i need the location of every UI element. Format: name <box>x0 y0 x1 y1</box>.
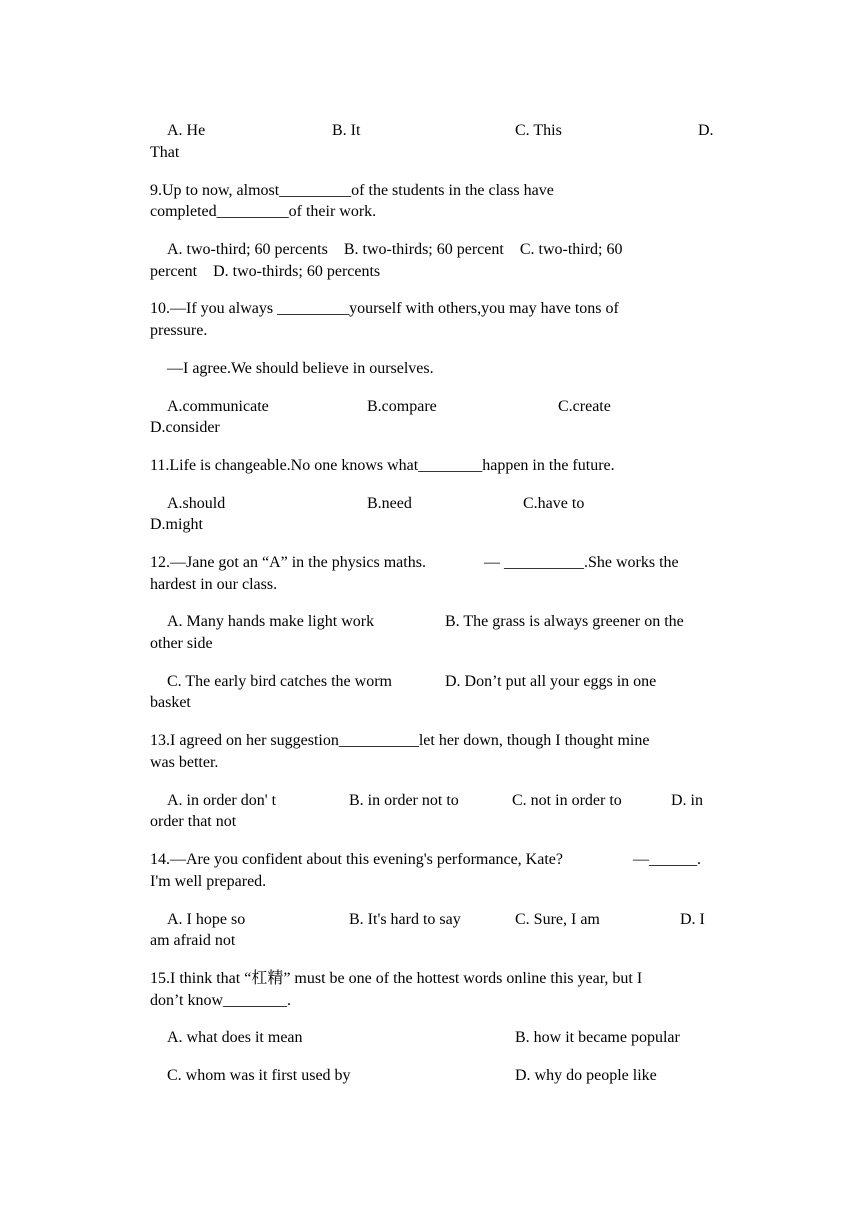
q12-stem-line1: 12.—Jane got an “A” in the physics maths. <box>150 554 426 571</box>
q8-option-c: C. This <box>515 122 562 139</box>
q14-option-b: B. It's hard to say <box>349 911 461 928</box>
q14-option-a: A. I hope so <box>167 911 246 928</box>
q14-option-d-wrap: am afraid not <box>150 932 236 949</box>
q13-option-a: A. in order don' t <box>167 792 277 809</box>
q12-stem-line1-response: — __________.She works the <box>484 554 679 571</box>
q12-option-b-wrap: other side <box>150 635 213 652</box>
q12-stem-line2: hardest in our class. <box>150 576 278 593</box>
q13-option-b: B. in order not to <box>349 792 459 809</box>
q9-stem-line1: 9.Up to now, almost_________of the students in the class have <box>150 182 554 199</box>
q15-option-b: B. how it became popular <box>515 1029 680 1046</box>
q10-stem-line1: 10.—If you always _________yourself with others,you may have tons of <box>150 300 619 317</box>
q15-option-a: A. what does it mean <box>167 1029 303 1046</box>
q14-option-c: C. Sure, I am <box>515 911 600 928</box>
q9-options-line2: percent D. two-thirds; 60 percents <box>150 263 381 280</box>
q12-option-a: A. Many hands make light work <box>167 613 375 630</box>
q10-option-d: D.consider <box>150 419 220 436</box>
q15-stem-line2: don’t know________. <box>150 992 292 1009</box>
q8-option-a: A. He <box>167 122 206 139</box>
q15-option-d: D. why do people like <box>515 1067 657 1084</box>
q8-option-b: B. It <box>332 122 361 139</box>
q13-stem-line2: was better. <box>150 754 219 771</box>
q14-stem-line1: 14.―Are you confident about this evening's performance, Kate? <box>150 851 563 868</box>
q15-option-c: C. whom was it first used by <box>167 1067 351 1084</box>
q13-option-d-wrap: order that not <box>150 813 237 830</box>
q14-stem-line1-response: ―______. <box>633 851 701 868</box>
q13-option-c: C. not in order to <box>512 792 622 809</box>
q11-option-c: C.have to <box>523 495 585 512</box>
q8-option-d-wrap: That <box>150 144 180 161</box>
q11-option-d: D.might <box>150 516 203 533</box>
q10-option-c: C.create <box>558 398 611 415</box>
q15-stem-line1: 15.I think that “杠精” must be one of the hottest words online this year, but I <box>150 970 643 987</box>
q9-stem-line2: completed_________of their work. <box>150 203 377 220</box>
q12-option-c: C. The early bird catches the worm <box>167 673 392 690</box>
q12-option-d-wrap: basket <box>150 694 191 711</box>
q14-stem-line2: I'm well prepared. <box>150 873 267 890</box>
q12-option-b: B. The grass is always greener on the <box>445 613 684 630</box>
q11-stem: 11.Life is changeable.No one knows what________happen in the future. <box>150 457 615 474</box>
q8-option-d: D. <box>698 122 714 139</box>
q9-options-line1: A. two-third; 60 percents B. two-thirds; 60 percent C. two-third; 60 <box>167 241 623 258</box>
q10-option-a: A.communicate <box>167 398 269 415</box>
q11-option-a: A.should <box>167 495 226 512</box>
q10-option-b: B.compare <box>367 398 437 415</box>
q12-option-d: D. Don’t put all your eggs in one <box>445 673 657 690</box>
q13-stem-line1: 13.I agreed on her suggestion__________let her down, though I thought mine <box>150 732 650 749</box>
q13-option-d: D. in <box>671 792 703 809</box>
q11-option-b: B.need <box>367 495 412 512</box>
q10-stem-line2: pressure. <box>150 322 208 339</box>
q14-option-d: D. I <box>680 911 705 928</box>
q10-reply: —I agree.We should believe in ourselves. <box>167 360 434 377</box>
